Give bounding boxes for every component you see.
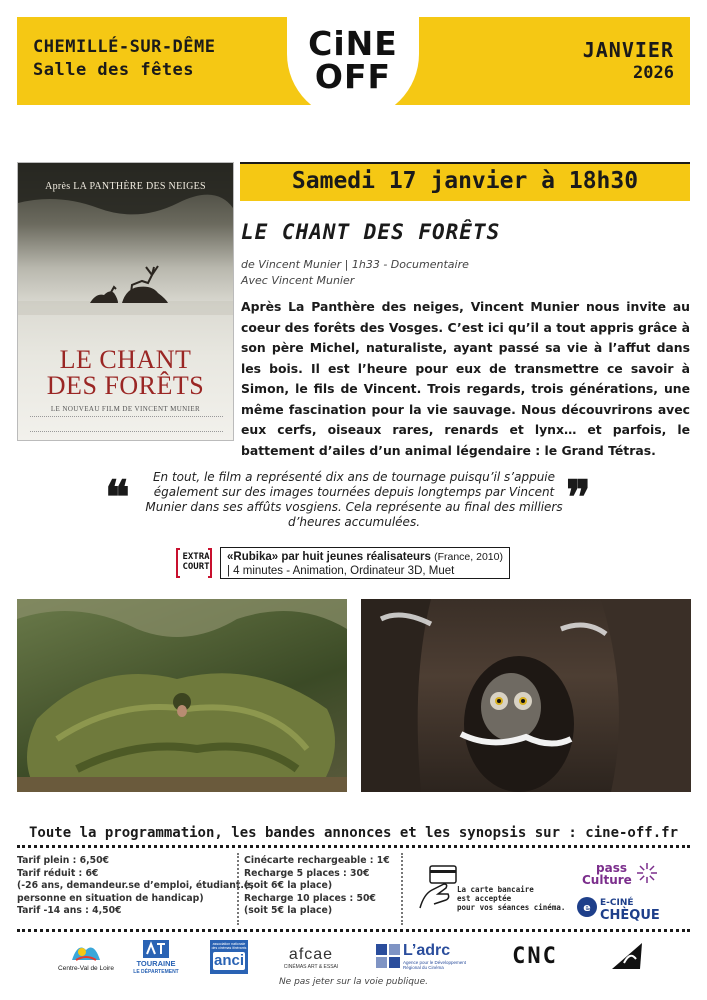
forest-hide-illustration <box>17 599 347 792</box>
extra-badge-line-2: COURT <box>182 562 210 572</box>
card-text-3: pour vos séances cinéma. <box>457 903 566 912</box>
tarifs-cinecarte <box>244 855 390 918</box>
adrc-label: L’adrc <box>403 942 451 959</box>
card-text-2: est acceptée <box>457 894 512 903</box>
footer-separator-1 <box>237 853 239 925</box>
poster-credit-block <box>30 416 223 432</box>
film-credits <box>241 257 469 289</box>
touraine-label <box>132 960 180 976</box>
echeque-line-1: E-CINÉ <box>600 898 634 908</box>
recycling-notice: Ne pas jeter sur la voie publique. <box>278 977 429 987</box>
credits-cast: Avec Vincent Munier <box>241 274 355 287</box>
touraine-label-1: TOURAINE <box>136 959 176 968</box>
cinema-triangle-logo-icon <box>610 941 644 971</box>
film-still-owl <box>361 599 691 792</box>
tarifs-standard <box>17 855 254 918</box>
card-text-1: La carte bancaire <box>457 885 534 894</box>
afcae-logo: afcae <box>288 946 334 963</box>
anci-logo <box>210 940 248 974</box>
adrc-caption: Agence pour le Développement Régional du Cinéma <box>403 960 467 970</box>
cnc-logo: CNC <box>512 944 558 969</box>
card-accepted-text <box>457 885 565 912</box>
programme-line: Toute la programmation, les bandes annonces et les synopsis sur : cine-off.fr <box>28 825 678 841</box>
svg-text:e: e <box>583 901 591 914</box>
short-film-heading <box>227 550 503 564</box>
adrc-logo-icon <box>376 944 400 968</box>
tarif-reduit-conditions-2: personne en situation de handicap) <box>17 892 204 904</box>
film-quote: En tout, le film a représenté dix ans de tournage puisqu’il s’appuie également sur des images tournées depuis longtemps par Vincent Munier dans ses affûts vosgiens. Cela représente au final des milliers d’heures accumulées. <box>145 470 563 529</box>
logo-line-1: CiNE <box>308 24 398 63</box>
touraine-logo-icon <box>143 940 169 958</box>
recharge-10: Recharge 10 places : 50€ <box>244 892 376 904</box>
short-film-origin: (France, 2010) <box>434 551 503 563</box>
close-quote-icon: ❞ <box>566 470 591 524</box>
dotted-divider-top <box>17 845 690 848</box>
cinecarte-price: Cinécarte rechargeable : 1€ <box>244 855 390 866</box>
poster-top-line: Après LA PANTHÈRE DES NEIGES <box>45 181 206 192</box>
venue-hall: Salle des fêtes <box>33 60 195 80</box>
credits-director: de Vincent Munier | 1h33 - Documentaire <box>241 258 469 271</box>
region-centre-logo-icon <box>68 940 104 964</box>
recharge-5-unit: (soit 6€ la place) <box>244 880 333 891</box>
extra-court-badge <box>178 548 214 580</box>
e-cine-cheque-icon <box>576 896 598 918</box>
pass-culture-line-1: pass <box>596 861 627 875</box>
edition-block <box>583 38 674 84</box>
tarif-moins-14: Tarif -14 ans : 4,50€ <box>17 905 122 916</box>
echeque-line-2: CHÈQUE <box>600 908 660 923</box>
poster-title-line-2: DES FORÊTS <box>46 371 205 400</box>
anci-caption: association nationale des cinémas itinérants <box>211 942 247 950</box>
tarif-reduit-conditions-1: (-26 ans, demandeur.se d’emploi, étudiant.e, <box>17 880 254 891</box>
dotted-divider-bottom <box>17 929 690 932</box>
venue-block <box>33 36 216 82</box>
film-title: LE CHANT DES FORÊTS <box>241 220 501 244</box>
short-film-title: «Rubika» par huit jeunes réalisateurs <box>227 551 431 563</box>
region-centre-label: Centre-Val de Loire <box>58 965 114 972</box>
anci-label: anci <box>213 952 244 969</box>
short-film-box <box>220 547 510 579</box>
poster-subtitle: LE NOUVEAU FILM DE VINCENT MUNIER <box>50 405 201 413</box>
edition-year: 2026 <box>633 63 674 83</box>
credit-card-hand-icon <box>418 864 458 912</box>
recharge-10-unit: (soit 5€ la place) <box>244 905 333 916</box>
film-synopsis: Après La Panthère des neiges, Vincent Munier nous invite au coeur des forêts des Vosges. C’est ici qu’il a tout appris grâce à son père Michel, naturaliste, ayant passé sa vie à l’affut dans les bois. Il est l’heure pour eux de transmettre ce savoir à Simon, le fils de Vincent. Trois regards, trois générations, une même fascination pour la vie sauvage. Nous découvrirons avec eux cerfs, oiseaux rares, renards et lynx… et parfois, le battement d’ailes d’un animal légendaire : le Grand Tétras. <box>241 299 690 458</box>
open-quote-icon: ❝ <box>105 470 130 524</box>
tarif-reduit: Tarif réduit : 6€ <box>17 867 99 879</box>
film-still-forest-hide <box>17 599 347 792</box>
tarif-plein: Tarif plein : 6,50€ <box>17 855 110 866</box>
afcae-caption: CINÉMAS ART & ESSAI <box>283 964 339 970</box>
short-film-details: | 4 minutes - Animation, Ordinateur 3D, Muet <box>227 565 455 577</box>
recharge-5: Recharge 5 places : 30€ <box>244 867 370 879</box>
screening-date: Samedi 17 janvier à 18h30 <box>291 168 639 194</box>
owl-in-tree-illustration <box>361 599 691 792</box>
touraine-label-2: LE DÉPARTEMENT <box>133 969 179 975</box>
footer-separator-2 <box>401 853 403 925</box>
pass-culture-logo <box>582 862 632 886</box>
e-cine-cheque-logo <box>600 898 660 922</box>
cine-off-logo <box>305 24 401 96</box>
poster-title-line-1: LE CHANT <box>59 345 192 374</box>
edition-month: JANVIER <box>582 38 674 62</box>
logo-line-2: OFF <box>314 57 392 96</box>
poster-title <box>18 347 233 399</box>
film-poster <box>17 162 234 441</box>
pass-culture-burst-icon <box>636 862 658 884</box>
pass-culture-line-2: Culture <box>582 873 632 887</box>
venue-town: CHEMILLÉ-SUR-DÊME <box>33 37 216 57</box>
extra-badge-line-1: EXTRA <box>182 552 210 562</box>
